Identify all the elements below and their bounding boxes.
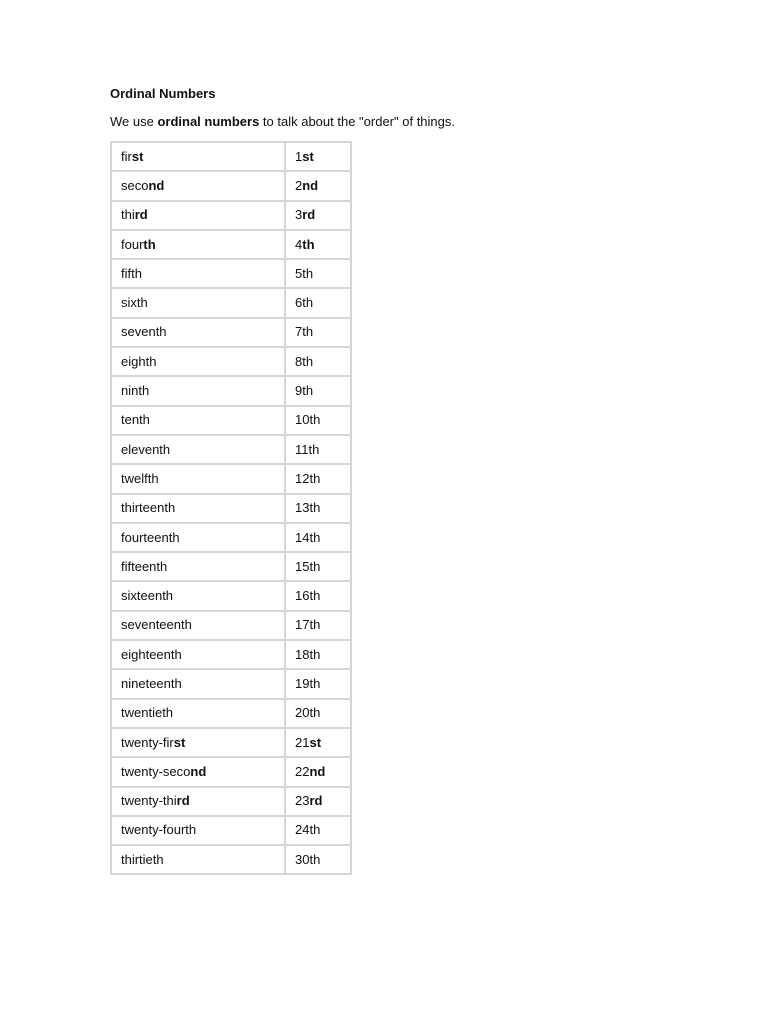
ordinal-number-cell <box>285 435 351 464</box>
table-row <box>111 318 351 347</box>
ordinal-number-text: 13th <box>295 500 321 516</box>
ordinal-number-text: 22 <box>295 763 310 779</box>
ordinal-word-cell <box>111 581 285 610</box>
ordinal-number-suffix: nd <box>309 763 326 779</box>
intro-paragraph <box>110 113 455 130</box>
ordinal-number-cell <box>285 728 351 757</box>
ordinal-number-text: 10th <box>295 412 321 428</box>
table-row <box>111 669 351 698</box>
ordinal-number-text: 3 <box>295 207 303 223</box>
table-row <box>111 845 351 874</box>
ordinal-number-text: 8th <box>295 353 314 369</box>
ordinal-number-cell <box>285 494 351 523</box>
ordinal-word-text: seco <box>121 177 149 193</box>
ordinal-word-cell <box>111 464 285 493</box>
ordinal-word-text: eleventh <box>121 441 171 457</box>
ordinal-number-suffix: st <box>309 734 322 750</box>
ordinal-word-cell <box>111 669 285 698</box>
table-row <box>111 640 351 669</box>
ordinal-word-text: fifth <box>121 265 142 281</box>
ordinal-number-cell <box>285 669 351 698</box>
ordinal-number-cell <box>285 523 351 552</box>
ordinal-word-text: twelfth <box>121 470 159 486</box>
ordinal-number-cell <box>285 171 351 200</box>
ordinal-numbers-table <box>110 141 352 875</box>
ordinal-word-cell <box>111 406 285 435</box>
ordinal-number-cell <box>285 787 351 816</box>
intro-bold-term: ordinal numbers <box>157 114 260 129</box>
ordinal-number-cell <box>285 552 351 581</box>
ordinal-word-text: sixteenth <box>121 588 174 604</box>
ordinal-number-cell <box>285 288 351 317</box>
ordinal-word-cell <box>111 816 285 845</box>
table-row <box>111 552 351 581</box>
ordinal-word-cell <box>111 552 285 581</box>
ordinal-number-text: 2 <box>295 177 303 193</box>
table-row <box>111 494 351 523</box>
ordinal-word-text: eighteenth <box>121 646 182 662</box>
ordinal-word-suffix: rd <box>176 793 190 809</box>
ordinal-table-body <box>111 142 351 874</box>
ordinal-word-cell <box>111 640 285 669</box>
table-row <box>111 201 351 230</box>
ordinal-number-text: 16th <box>295 588 321 604</box>
ordinal-word-text: thirtieth <box>121 851 164 867</box>
table-row <box>111 464 351 493</box>
ordinal-word-text: thirteenth <box>121 500 176 516</box>
ordinal-word-text: ninth <box>121 383 150 399</box>
ordinal-word-suffix: st <box>173 734 186 750</box>
ordinal-word-cell <box>111 318 285 347</box>
ordinal-word-cell <box>111 728 285 757</box>
ordinal-number-text: 20th <box>295 705 321 721</box>
ordinal-number-text: 7th <box>295 324 314 340</box>
ordinal-number-cell <box>285 201 351 230</box>
table-row <box>111 142 351 171</box>
table-row <box>111 787 351 816</box>
ordinal-number-cell <box>285 845 351 874</box>
ordinal-number-cell <box>285 816 351 845</box>
table-row <box>111 523 351 552</box>
ordinal-word-text: sixth <box>121 295 148 311</box>
ordinal-number-suffix: th <box>302 236 315 252</box>
ordinal-word-text: twentieth <box>121 705 174 721</box>
ordinal-number-suffix: nd <box>302 177 319 193</box>
ordinal-number-cell <box>285 640 351 669</box>
table-row <box>111 728 351 757</box>
ordinal-word-suffix: st <box>131 148 144 164</box>
ordinal-word-cell <box>111 523 285 552</box>
ordinal-word-text: eighth <box>121 353 157 369</box>
ordinal-number-cell <box>285 318 351 347</box>
intro-text-before: We use <box>110 114 158 129</box>
ordinal-word-cell <box>111 376 285 405</box>
ordinal-word-suffix: nd <box>190 763 207 779</box>
ordinal-number-cell <box>285 259 351 288</box>
ordinal-word-cell <box>111 494 285 523</box>
table-row <box>111 699 351 728</box>
ordinal-number-cell <box>285 464 351 493</box>
ordinal-number-text: 15th <box>295 558 321 574</box>
ordinal-number-suffix: st <box>302 148 314 164</box>
ordinal-number-text: 30th <box>295 851 321 867</box>
ordinal-number-text: 19th <box>295 675 321 691</box>
ordinal-word-text: nineteenth <box>121 675 182 691</box>
table-row <box>111 230 351 259</box>
ordinal-number-text: 1 <box>295 148 303 164</box>
ordinal-number-text: 17th <box>295 617 321 633</box>
ordinal-number-cell <box>285 142 351 171</box>
table-row <box>111 288 351 317</box>
ordinal-word-cell <box>111 347 285 376</box>
table-row <box>111 406 351 435</box>
ordinal-word-text: four <box>121 236 144 252</box>
ordinal-word-cell <box>111 201 285 230</box>
ordinal-number-text: 9th <box>295 383 314 399</box>
table-row <box>111 435 351 464</box>
ordinal-number-text: 6th <box>295 295 314 311</box>
ordinal-number-suffix: rd <box>302 207 316 223</box>
ordinal-word-cell <box>111 699 285 728</box>
table-row <box>111 581 351 610</box>
ordinal-word-cell <box>111 845 285 874</box>
intro-text-after: to talk about the "order" of things. <box>259 114 455 129</box>
table-row <box>111 171 351 200</box>
ordinal-number-cell <box>285 406 351 435</box>
ordinal-number-cell <box>285 757 351 786</box>
ordinal-word-suffix: th <box>143 236 156 252</box>
ordinal-word-text: fourteenth <box>121 529 180 545</box>
page-title: Ordinal Numbers <box>110 86 216 101</box>
ordinal-number-cell <box>285 581 351 610</box>
table-row <box>111 376 351 405</box>
ordinal-word-cell <box>111 787 285 816</box>
table-row <box>111 259 351 288</box>
ordinal-number-text: 12th <box>295 470 321 486</box>
ordinal-word-text: twenty-fir <box>121 734 174 750</box>
ordinal-word-text: twenty-thi <box>121 793 177 809</box>
ordinal-number-text: 14th <box>295 529 321 545</box>
ordinal-word-cell <box>111 288 285 317</box>
ordinal-word-text: twenty-seco <box>121 763 191 779</box>
ordinal-number-cell <box>285 230 351 259</box>
table-row <box>111 347 351 376</box>
ordinal-number-text: 5th <box>295 265 314 281</box>
table-row <box>111 611 351 640</box>
ordinal-number-text: 18th <box>295 646 321 662</box>
ordinal-word-cell <box>111 171 285 200</box>
ordinal-word-cell <box>111 142 285 171</box>
ordinal-word-suffix: nd <box>148 177 165 193</box>
ordinal-word-cell <box>111 259 285 288</box>
ordinal-number-suffix: rd <box>309 793 323 809</box>
ordinal-number-cell <box>285 347 351 376</box>
ordinal-word-text: twenty-fourth <box>121 822 197 838</box>
ordinal-number-cell <box>285 376 351 405</box>
ordinal-number-text: 4 <box>295 236 303 252</box>
ordinal-word-text: seventh <box>121 324 167 340</box>
ordinal-number-text: 11th <box>295 441 320 457</box>
ordinal-number-text: 21 <box>295 734 310 750</box>
ordinal-number-text: 24th <box>295 822 321 838</box>
ordinal-number-text: 23 <box>295 793 310 809</box>
ordinal-word-cell <box>111 230 285 259</box>
table-row <box>111 816 351 845</box>
table-row <box>111 757 351 786</box>
ordinal-word-text: fir <box>121 148 132 164</box>
ordinal-word-cell <box>111 611 285 640</box>
ordinal-word-cell <box>111 757 285 786</box>
ordinal-number-cell <box>285 611 351 640</box>
ordinal-word-text: tenth <box>121 412 150 428</box>
ordinal-word-text: seventeenth <box>121 617 192 633</box>
ordinal-word-text: thi <box>121 207 135 223</box>
ordinal-number-cell <box>285 699 351 728</box>
ordinal-word-suffix: rd <box>134 207 148 223</box>
ordinal-word-text: fifteenth <box>121 558 168 574</box>
ordinal-word-cell <box>111 435 285 464</box>
